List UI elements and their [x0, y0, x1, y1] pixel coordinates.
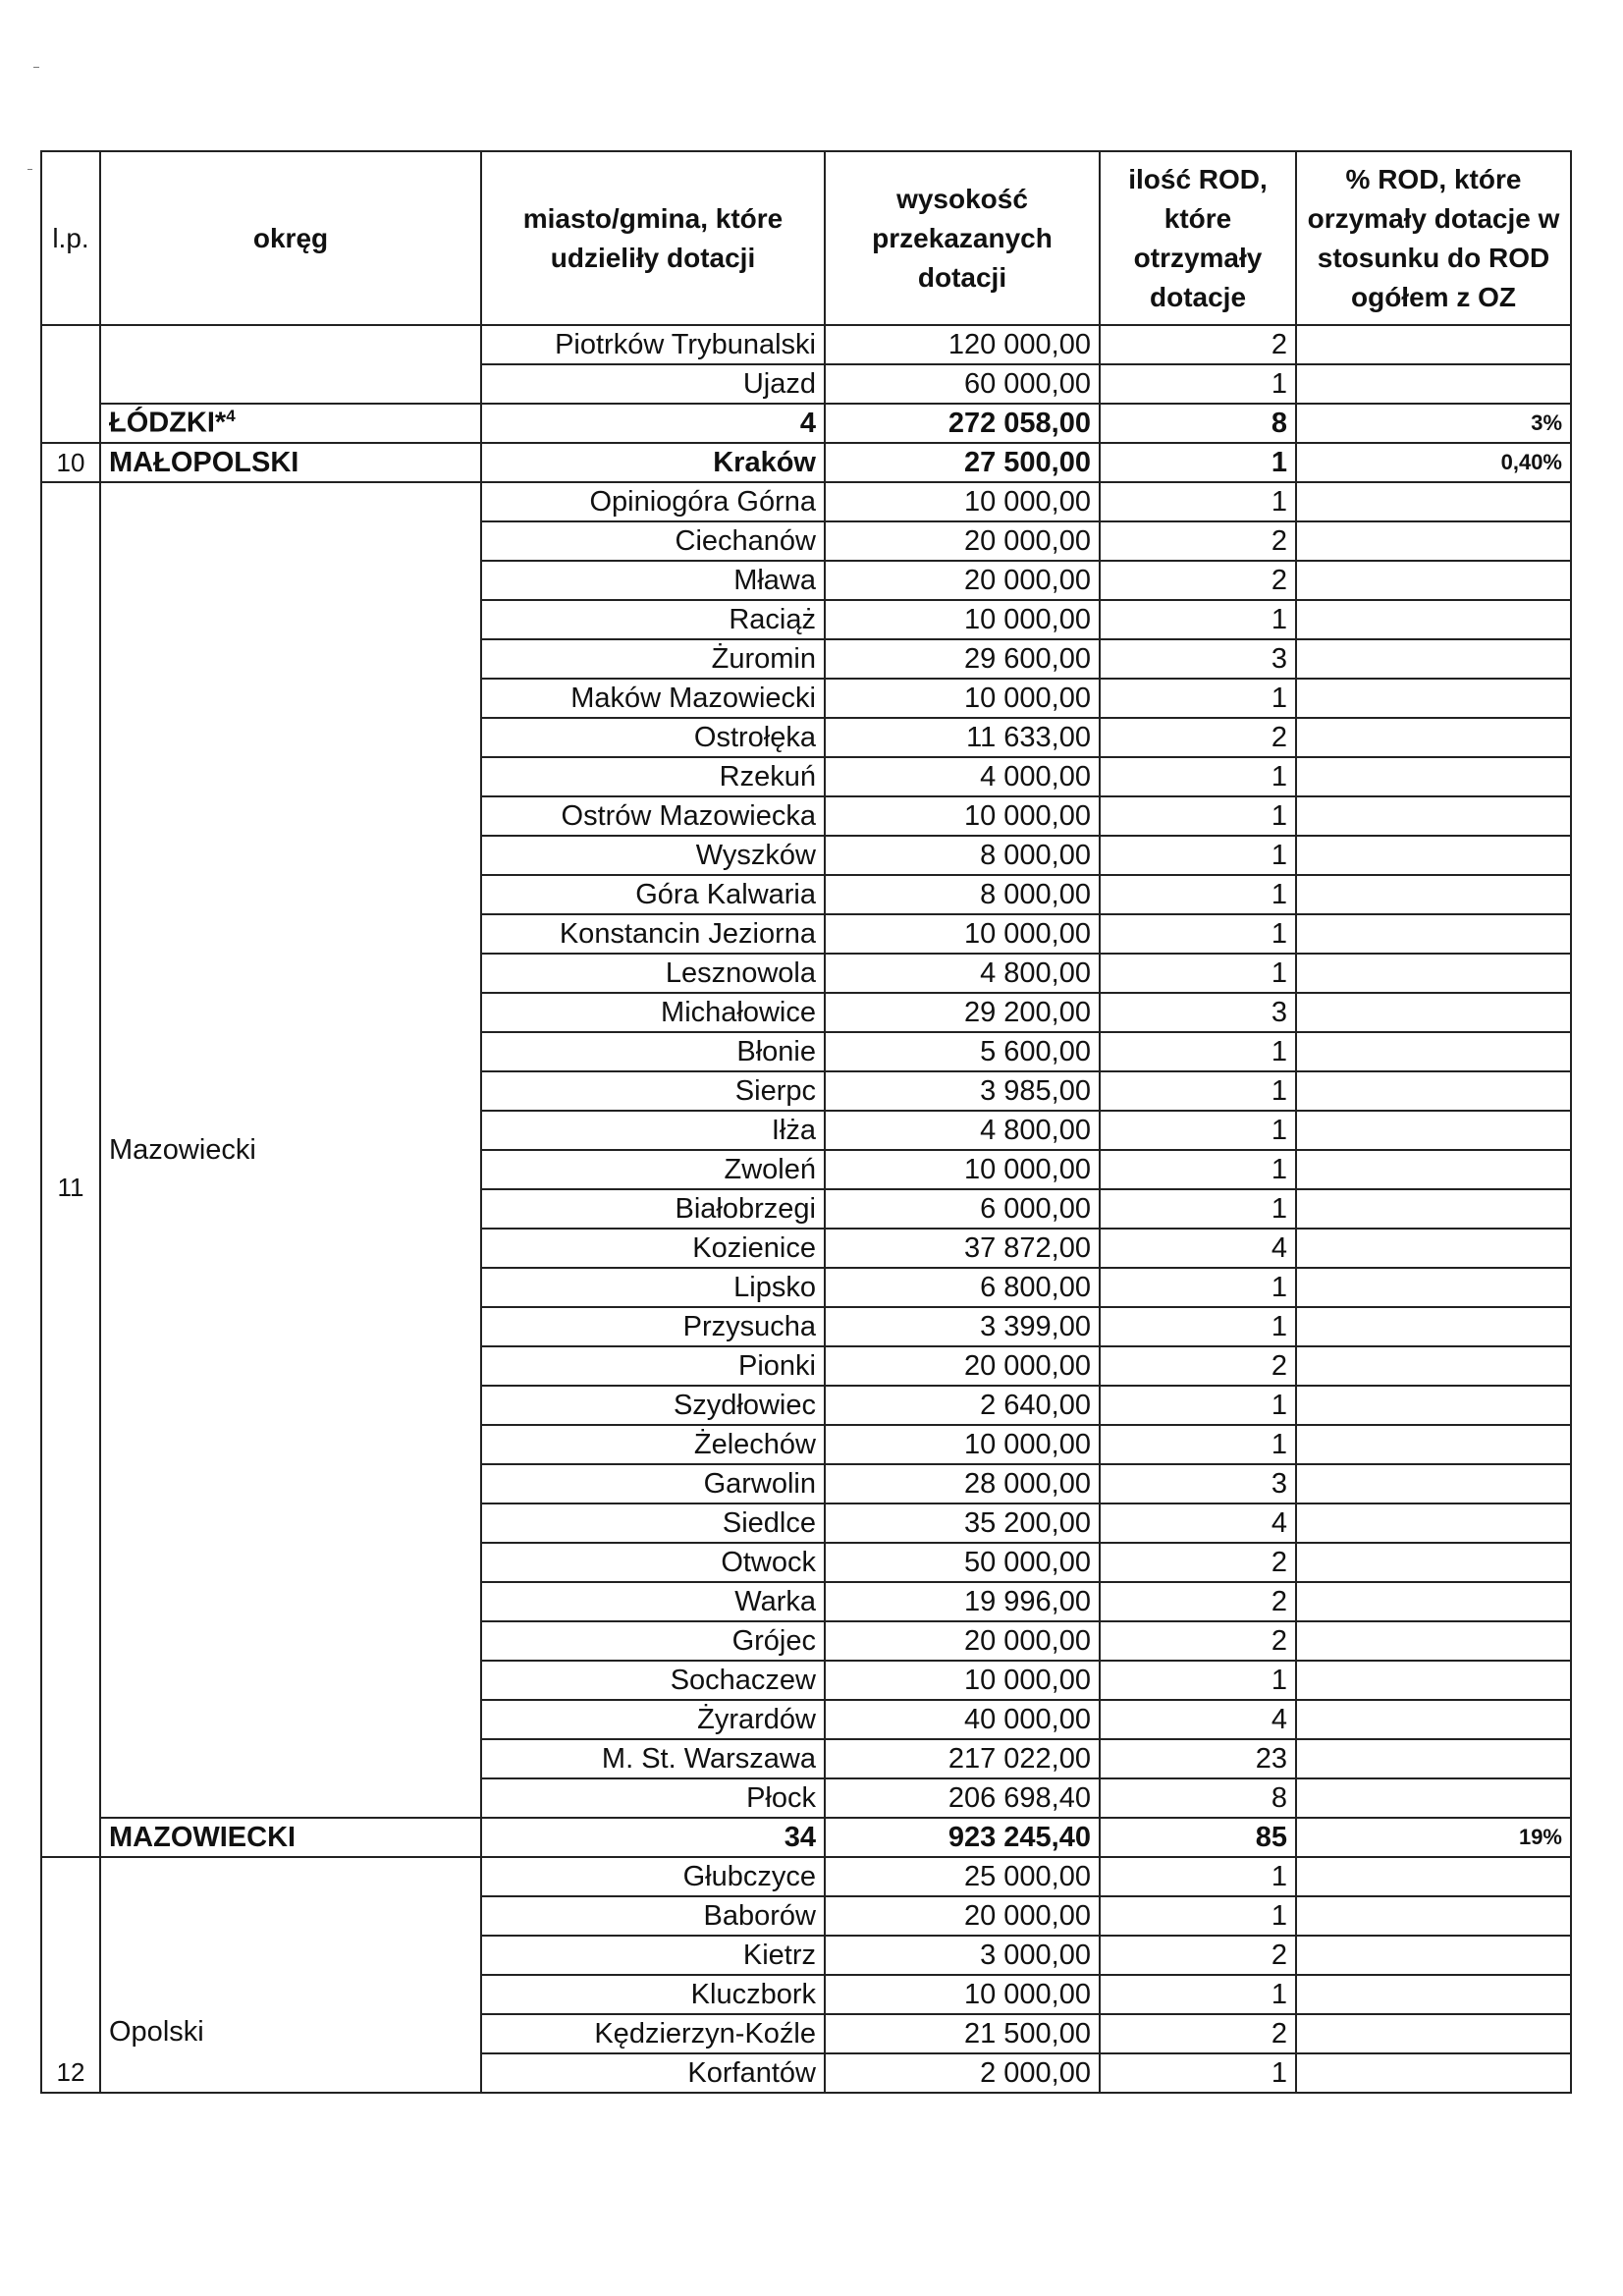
gmina-cell: Żelechów [481, 1425, 825, 1464]
ilosc-cell: 2 [1100, 521, 1296, 561]
kwota-cell: 19 996,00 [825, 1582, 1100, 1621]
ilosc-total-cell: 1 [1100, 443, 1296, 482]
kwota-cell: 10 000,00 [825, 1661, 1100, 1700]
procent-cell [1296, 1896, 1571, 1936]
kwota-cell: 20 000,00 [825, 1621, 1100, 1661]
kwota-cell: 25 000,00 [825, 1857, 1100, 1896]
ilosc-cell: 3 [1100, 1464, 1296, 1503]
ilosc-cell: 1 [1100, 1425, 1296, 1464]
header-ilosc: ilość ROD, które otrzymały dotacje [1100, 151, 1296, 325]
ilosc-cell: 2 [1100, 1582, 1296, 1621]
kwota-cell: 8 000,00 [825, 875, 1100, 914]
ilosc-cell: 1 [1100, 875, 1296, 914]
ilosc-cell: 2 [1100, 718, 1296, 757]
okreg-cell: Mazowiecki [100, 482, 481, 1818]
table-header-row [41, 151, 1571, 325]
procent-cell [1296, 1032, 1571, 1071]
kwota-cell: 21 500,00 [825, 2014, 1100, 2053]
gmina-cell: Siedlce [481, 1503, 825, 1543]
kwota-cell: 4 800,00 [825, 954, 1100, 993]
gmina-cell: Kozienice [481, 1229, 825, 1268]
lp-cell: 10 [41, 443, 100, 482]
gmina-cell: Baborów [481, 1896, 825, 1936]
gmina-cell: Maków Mazowiecki [481, 679, 825, 718]
okreg-summary-name: ŁÓDZKI* [109, 407, 227, 439]
procent-cell [1296, 1503, 1571, 1543]
kwota-cell: 4 000,00 [825, 757, 1100, 796]
ilosc-cell: 1 [1100, 954, 1296, 993]
ilosc-cell: 2 [1100, 2014, 1296, 2053]
header-miasto: miasto/gmina, które udzieliły dotacji [481, 151, 825, 325]
header-wysokosc: wysokość przekazanych dotacji [825, 151, 1100, 325]
gmina-cell: Grójec [481, 1621, 825, 1661]
kwota-cell: 10 000,00 [825, 914, 1100, 954]
procent-cell [1296, 1071, 1571, 1111]
kwota-cell: 60 000,00 [825, 364, 1100, 404]
procent-cell [1296, 1346, 1571, 1386]
gmina-cell: Kędzierzyn-Koźle [481, 2014, 825, 2053]
kwota-cell: 3 000,00 [825, 1936, 1100, 1975]
kwota-cell: 20 000,00 [825, 521, 1100, 561]
procent-cell [1296, 1189, 1571, 1229]
lp-cell: 12 [41, 1857, 100, 2093]
scan-mark [33, 67, 39, 68]
gminy-count-cell: 34 [481, 1818, 825, 1857]
gmina-cell: Przysucha [481, 1307, 825, 1346]
ilosc-cell: 1 [1100, 679, 1296, 718]
gmina-cell: Ciechanów [481, 521, 825, 561]
scan-mark [27, 169, 32, 170]
ilosc-cell: 4 [1100, 1700, 1296, 1739]
lp-cell: 11 [41, 482, 100, 1857]
procent-cell [1296, 679, 1571, 718]
kwota-total-cell: 923 245,40 [825, 1818, 1100, 1857]
gmina-cell: Kietrz [481, 1936, 825, 1975]
procent-cell [1296, 1778, 1571, 1818]
ilosc-cell: 8 [1100, 1778, 1296, 1818]
okreg-summary [100, 404, 481, 443]
ilosc-cell: 1 [1100, 1111, 1296, 1150]
gmina-cell: Korfantów [481, 2053, 825, 2093]
kwota-cell: 28 000,00 [825, 1464, 1100, 1503]
gmina-cell: Głubczyce [481, 1857, 825, 1896]
gmina-cell: Błonie [481, 1032, 825, 1071]
okreg-summary: MAŁOPOLSKI [100, 443, 481, 482]
ilosc-cell: 1 [1100, 1307, 1296, 1346]
procent-cell: 3% [1296, 404, 1571, 443]
kwota-cell: 37 872,00 [825, 1229, 1100, 1268]
kwota-cell: 3 985,00 [825, 1071, 1100, 1111]
procent-cell [1296, 1150, 1571, 1189]
ilosc-cell: 3 [1100, 639, 1296, 679]
procent-cell [1296, 796, 1571, 836]
ilosc-cell: 2 [1100, 1346, 1296, 1386]
gmina-cell: Otwock [481, 1543, 825, 1582]
ilosc-cell: 1 [1100, 1071, 1296, 1111]
gmina-cell: Sierpc [481, 1071, 825, 1111]
header-procent: % ROD, które orzymały dotacje w stosunku do ROD ogółem z OZ [1296, 151, 1571, 325]
kwota-cell: 4 800,00 [825, 1111, 1100, 1150]
procent-cell [1296, 561, 1571, 600]
gmina-cell: Pionki [481, 1346, 825, 1386]
kwota-cell: 50 000,00 [825, 1543, 1100, 1582]
ilosc-cell: 1 [1100, 1857, 1296, 1896]
gmina-cell: M. St. Warszawa [481, 1739, 825, 1778]
kwota-cell: 10 000,00 [825, 1425, 1100, 1464]
procent-cell [1296, 1975, 1571, 2014]
kwota-cell: 29 200,00 [825, 993, 1100, 1032]
lp-cell [41, 325, 100, 443]
gmina-cell: Góra Kalwaria [481, 875, 825, 914]
okreg-summary: MAZOWIECKI [100, 1818, 481, 1857]
gmina-cell: Lesznowola [481, 954, 825, 993]
procent-cell [1296, 2053, 1571, 2093]
kwota-cell: 35 200,00 [825, 1503, 1100, 1543]
gmina-cell: Ostrów Mazowiecka [481, 796, 825, 836]
kwota-cell: 10 000,00 [825, 600, 1100, 639]
gmina-cell: Kluczbork [481, 1975, 825, 2014]
ilosc-cell: 1 [1100, 757, 1296, 796]
procent-cell [1296, 600, 1571, 639]
gmina-cell: Białobrzegi [481, 1189, 825, 1229]
ilosc-total-cell: 85 [1100, 1818, 1296, 1857]
procent-cell [1296, 718, 1571, 757]
kwota-cell: 20 000,00 [825, 1346, 1100, 1386]
procent-cell [1296, 1700, 1571, 1739]
kwota-cell: 6 000,00 [825, 1189, 1100, 1229]
gmina-cell: Wyszków [481, 836, 825, 875]
kwota-cell: 20 000,00 [825, 1896, 1100, 1936]
procent-cell [1296, 1582, 1571, 1621]
gmina-cell: Kraków [481, 443, 825, 482]
ilosc-cell: 1 [1100, 2053, 1296, 2093]
ilosc-cell: 2 [1100, 1621, 1296, 1661]
ilosc-cell: 1 [1100, 1150, 1296, 1189]
kwota-cell: 10 000,00 [825, 796, 1100, 836]
ilosc-cell: 1 [1100, 1189, 1296, 1229]
kwota-cell: 8 000,00 [825, 836, 1100, 875]
procent-cell [1296, 993, 1571, 1032]
gmina-cell: Mława [481, 561, 825, 600]
gmina-cell: Szydłowiec [481, 1386, 825, 1425]
procent-cell [1296, 1268, 1571, 1307]
procent-cell: 0,40% [1296, 443, 1571, 482]
gmina-cell: Rzekuń [481, 757, 825, 796]
kwota-cell: 2 640,00 [825, 1386, 1100, 1425]
kwota-cell: 11 633,00 [825, 718, 1100, 757]
procent-cell [1296, 1739, 1571, 1778]
okreg-cell [100, 325, 481, 404]
kwota-cell: 6 800,00 [825, 1268, 1100, 1307]
ilosc-cell: 4 [1100, 1503, 1296, 1543]
ilosc-cell: 1 [1100, 1268, 1296, 1307]
gmina-cell: Piotrków Trybunalski [481, 325, 825, 364]
procent-cell [1296, 1111, 1571, 1150]
header-okreg: okręg [100, 151, 481, 325]
procent-cell [1296, 1229, 1571, 1268]
kwota-total-cell: 27 500,00 [825, 443, 1100, 482]
gmina-cell: Warka [481, 1582, 825, 1621]
procent-cell [1296, 1936, 1571, 1975]
kwota-cell: 10 000,00 [825, 679, 1100, 718]
kwota-cell: 10 000,00 [825, 1975, 1100, 2014]
ilosc-cell: 4 [1100, 1229, 1296, 1268]
header-lp: l.p. [41, 151, 100, 325]
ilosc-cell: 1 [1100, 836, 1296, 875]
gmina-cell: Żyrardów [481, 1700, 825, 1739]
kwota-cell: 3 399,00 [825, 1307, 1100, 1346]
kwota-cell: 10 000,00 [825, 1150, 1100, 1189]
procent-cell [1296, 954, 1571, 993]
procent-cell [1296, 1307, 1571, 1346]
okreg-cell: Opolski [100, 1857, 481, 2093]
kwota-cell: 2 000,00 [825, 2053, 1100, 2093]
ilosc-cell: 23 [1100, 1739, 1296, 1778]
kwota-cell: 40 000,00 [825, 1700, 1100, 1739]
procent-cell [1296, 1386, 1571, 1425]
procent-cell [1296, 1621, 1571, 1661]
gmina-cell: Sochaczew [481, 1661, 825, 1700]
procent-cell [1296, 521, 1571, 561]
ilosc-cell: 1 [1100, 1386, 1296, 1425]
gmina-cell: Ujazd [481, 364, 825, 404]
ilosc-cell: 1 [1100, 796, 1296, 836]
gmina-cell: Żuromin [481, 639, 825, 679]
procent-cell [1296, 639, 1571, 679]
procent-cell [1296, 1661, 1571, 1700]
gmina-cell: Płock [481, 1778, 825, 1818]
gminy-count-cell: 4 [481, 404, 825, 443]
kwota-cell: 206 698,40 [825, 1778, 1100, 1818]
table-row [41, 1857, 1571, 1896]
procent-cell [1296, 914, 1571, 954]
gmina-cell: Lipsko [481, 1268, 825, 1307]
kwota-cell: 29 600,00 [825, 639, 1100, 679]
ilosc-cell: 1 [1100, 914, 1296, 954]
ilosc-cell: 3 [1100, 993, 1296, 1032]
gmina-cell: Konstancin Jeziorna [481, 914, 825, 954]
summary-row-mazowiecki [41, 1818, 1571, 1857]
table-row [41, 325, 1571, 364]
gmina-cell: Michałowice [481, 993, 825, 1032]
procent-cell: 19% [1296, 1818, 1571, 1857]
ilosc-cell: 1 [1100, 1975, 1296, 2014]
kwota-cell: 10 000,00 [825, 482, 1100, 521]
gmina-cell: Zwoleń [481, 1150, 825, 1189]
procent-cell [1296, 364, 1571, 404]
kwota-total-cell: 272 058,00 [825, 404, 1100, 443]
ilosc-cell: 2 [1100, 561, 1296, 600]
procent-cell [1296, 482, 1571, 521]
summary-row-lodzki [41, 404, 1571, 443]
ilosc-cell: 1 [1100, 1032, 1296, 1071]
procent-cell [1296, 1425, 1571, 1464]
procent-cell [1296, 1464, 1571, 1503]
kwota-cell: 120 000,00 [825, 325, 1100, 364]
ilosc-cell: 2 [1100, 1543, 1296, 1582]
procent-cell [1296, 2014, 1571, 2053]
gmina-cell: Iłża [481, 1111, 825, 1150]
summary-row-malopolski [41, 443, 1571, 482]
kwota-cell: 217 022,00 [825, 1739, 1100, 1778]
ilosc-cell: 1 [1100, 600, 1296, 639]
ilosc-cell: 2 [1100, 1936, 1296, 1975]
table-row [41, 482, 1571, 521]
kwota-cell: 20 000,00 [825, 561, 1100, 600]
procent-cell [1296, 325, 1571, 364]
gmina-cell: Raciąż [481, 600, 825, 639]
gmina-cell: Opiniogóra Górna [481, 482, 825, 521]
ilosc-cell: 1 [1100, 482, 1296, 521]
procent-cell [1296, 1543, 1571, 1582]
subsidy-table [40, 150, 1572, 2094]
procent-cell [1296, 836, 1571, 875]
procent-cell [1296, 757, 1571, 796]
ilosc-cell: 1 [1100, 1661, 1296, 1700]
gmina-cell: Ostrołęka [481, 718, 825, 757]
ilosc-cell: 1 [1100, 364, 1296, 404]
gmina-cell: Garwolin [481, 1464, 825, 1503]
footnote-marker: 4 [226, 407, 236, 426]
procent-cell [1296, 1857, 1571, 1896]
ilosc-total-cell: 8 [1100, 404, 1296, 443]
kwota-cell: 5 600,00 [825, 1032, 1100, 1071]
ilosc-cell: 2 [1100, 325, 1296, 364]
ilosc-cell: 1 [1100, 1896, 1296, 1936]
procent-cell [1296, 875, 1571, 914]
